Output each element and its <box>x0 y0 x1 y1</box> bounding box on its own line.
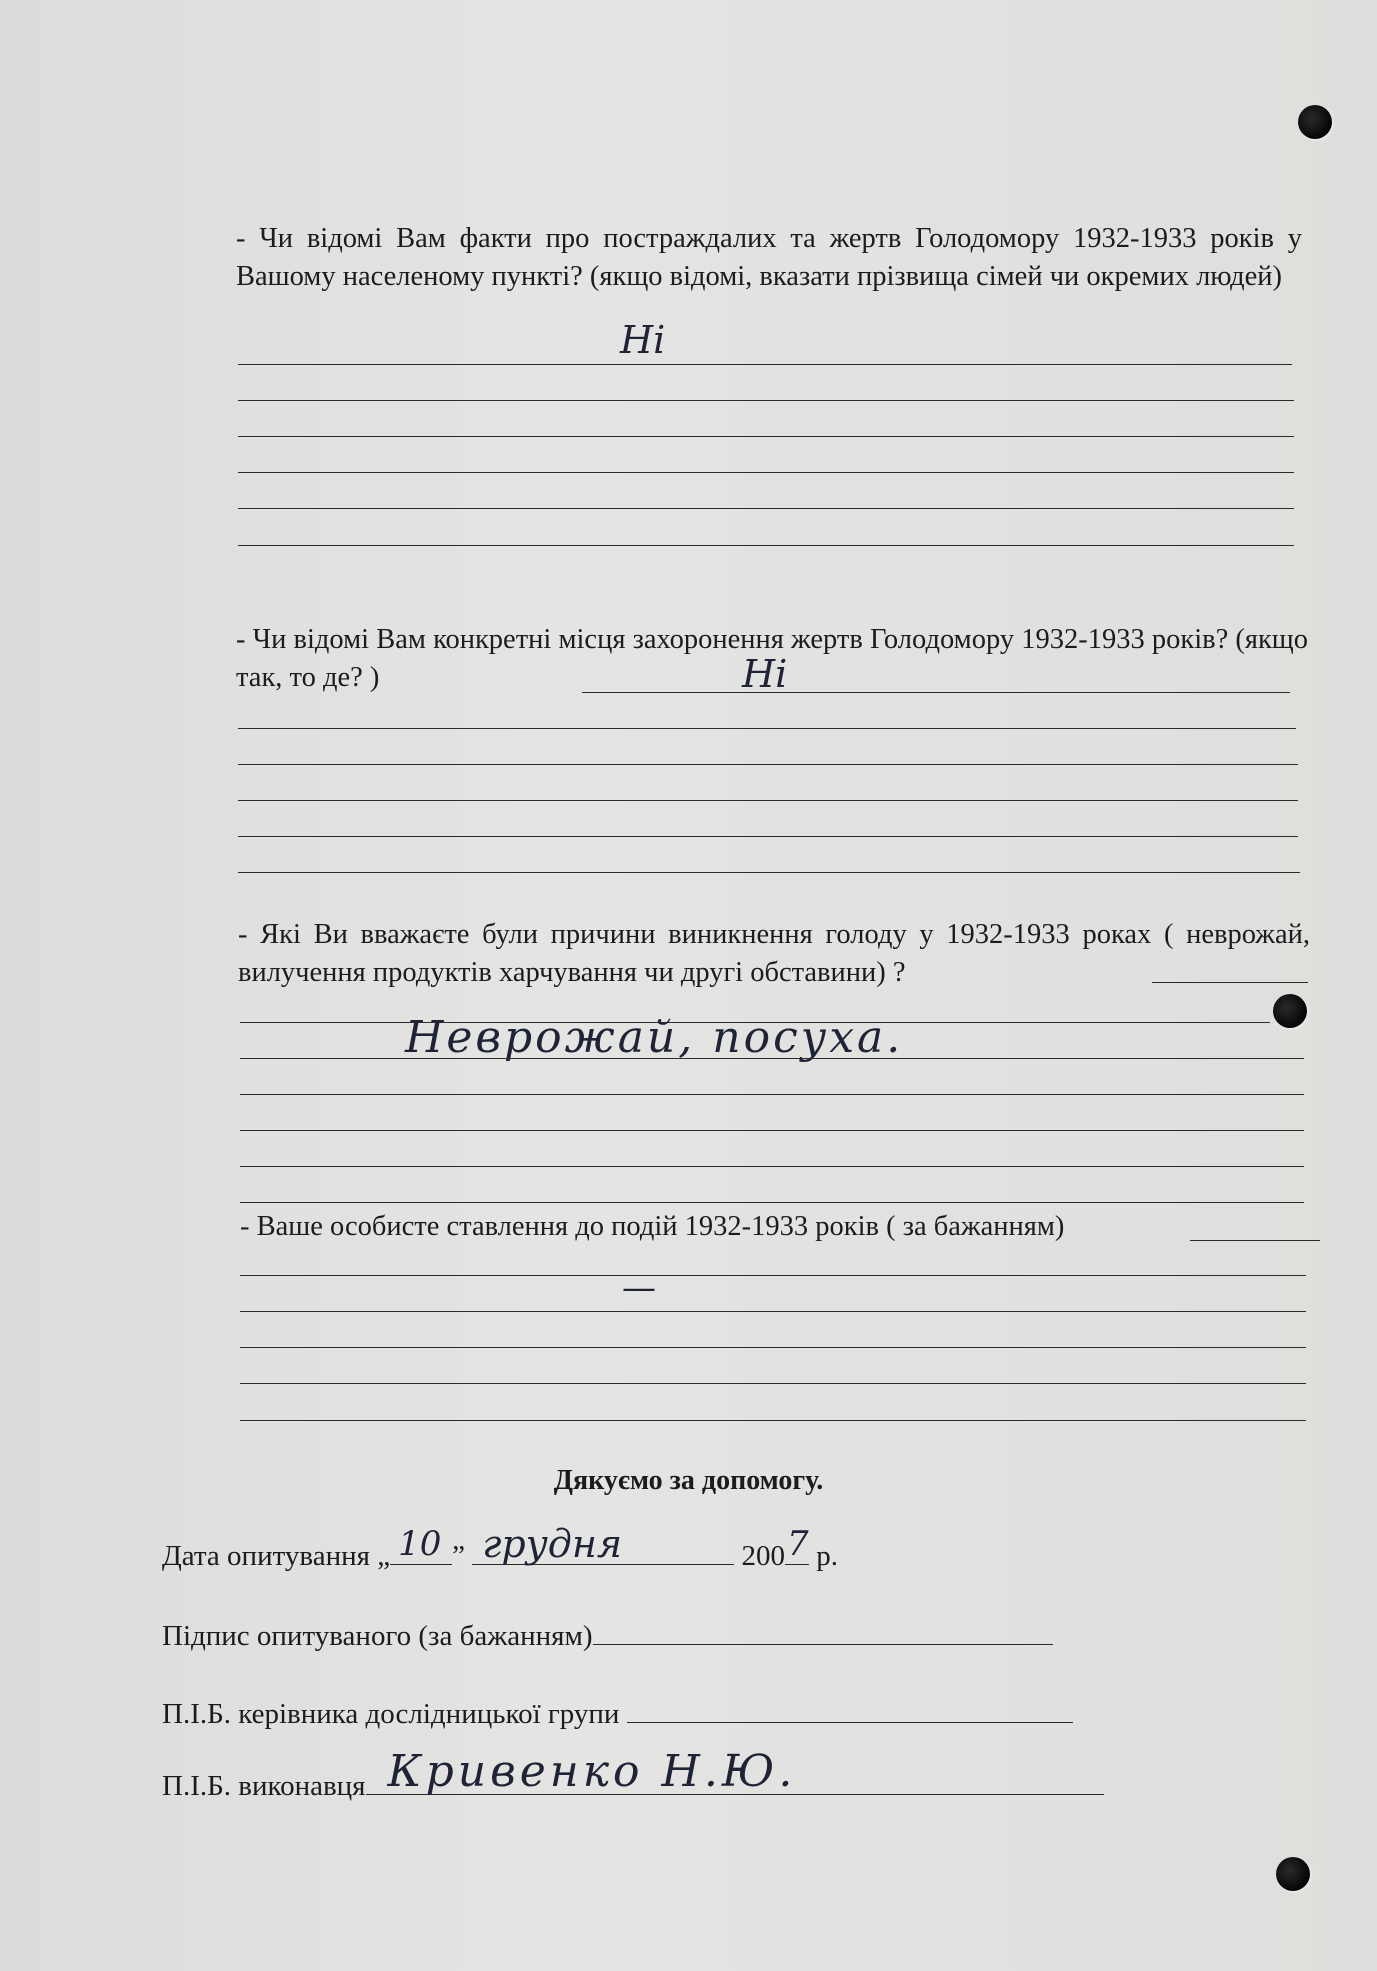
survey-date-label: Дата опитування <box>162 1540 370 1572</box>
question-4-text: - Ваше особисте ставлення до подій 1932-1933 років ( за бажанням) <box>240 1211 1065 1242</box>
answer-line <box>240 1202 1304 1203</box>
question-4-answer: — <box>622 1268 656 1308</box>
answer-line <box>1190 1240 1320 1241</box>
question-3-answer: Неврожай, посуха. <box>405 1012 904 1063</box>
date-year-prefix: 200 <box>741 1540 785 1572</box>
signature-label: Підпис опитуваного (за бажанням) <box>162 1620 593 1652</box>
answer-line <box>238 364 1292 365</box>
leader-blank <box>627 1696 1073 1723</box>
answer-line <box>240 1094 1304 1095</box>
punch-hole <box>1276 1857 1310 1891</box>
executor-name: Кривенко Н.Ю. <box>387 1746 797 1797</box>
question-1-answer: Ні <box>620 318 666 362</box>
date-year-blank <box>785 1524 809 1565</box>
leader-label: П.І.Б. керівника дослідницької групи <box>162 1698 620 1730</box>
answer-line <box>1152 982 1308 983</box>
question-2-text: - Чи відомі Вам конкретні місця захоронення жертв Голодомору 1932-1933 років? (якщо так, то де? ) <box>236 624 1308 693</box>
punch-hole <box>1298 105 1332 139</box>
answer-line <box>240 1347 1306 1348</box>
answer-line <box>238 400 1294 401</box>
answer-line <box>240 1166 1304 1167</box>
punch-hole <box>1273 994 1307 1028</box>
answer-line <box>582 692 1290 693</box>
executor-label: П.І.Б. виконавця <box>162 1770 366 1802</box>
date-month-blank <box>472 1522 734 1566</box>
thanks-heading: Дякуємо за допомогу. <box>553 1465 824 1496</box>
date-day: 10 <box>398 1524 442 1564</box>
date-open-quote: „ <box>377 1540 391 1572</box>
answer-line <box>240 1130 1304 1131</box>
question-1-text: - Чи відомі Вам факти про постраждалих та жертв Голодомору 1932-1933 років у Вашому населеному пункті? (якщо відомі, вказати прізвища сімей чи окремих людей) <box>236 223 1302 292</box>
answer-line <box>238 836 1298 837</box>
survey-date-row <box>162 1522 838 1573</box>
date-suffix: р. <box>816 1540 838 1572</box>
date-month: грудня <box>482 1522 623 1566</box>
answer-line <box>240 1311 1306 1312</box>
date-close-quote: ” <box>452 1540 465 1572</box>
answer-line <box>240 1275 1306 1276</box>
answer-line <box>238 472 1294 473</box>
question-3-text: - Які Ви вважаєте були причини виникнення голоду у 1932-1933 роках ( неврожай, вилучення продуктів харчування чи другі обставини) ? <box>238 919 1310 988</box>
answer-line <box>238 728 1296 729</box>
signature-row <box>162 1618 1053 1653</box>
answer-line <box>238 800 1298 801</box>
answer-line <box>240 1420 1306 1421</box>
answer-line <box>238 545 1294 546</box>
answer-line <box>240 1058 1304 1059</box>
answer-line <box>238 508 1294 509</box>
answer-line <box>240 1383 1306 1384</box>
date-year-digit: 7 <box>786 1524 809 1564</box>
question-2-answer: Ні <box>742 652 788 696</box>
answer-line <box>238 764 1298 765</box>
leader-row <box>162 1696 1073 1731</box>
executor-row <box>162 1746 1104 1803</box>
executor-blank <box>366 1746 1104 1797</box>
signature-blank <box>593 1618 1053 1645</box>
answer-line <box>238 436 1294 437</box>
date-day-blank <box>390 1524 452 1565</box>
answer-line <box>238 872 1300 873</box>
